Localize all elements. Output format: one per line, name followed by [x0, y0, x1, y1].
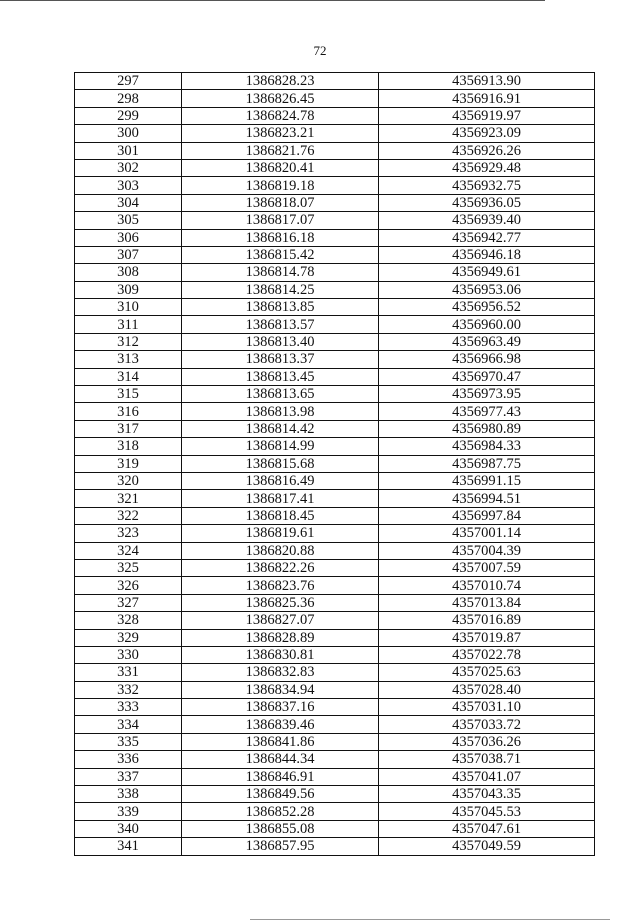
- point-number-cell: 338: [75, 786, 182, 803]
- x-coordinate-cell: 1386837.16: [182, 699, 379, 716]
- table-row: [75, 472, 595, 489]
- point-number-cell: 302: [75, 159, 182, 176]
- table-row: [75, 212, 595, 229]
- x-coordinate-cell: 1386817.41: [182, 490, 379, 507]
- point-number-cell: 316: [75, 403, 182, 420]
- x-coordinate-cell: 1386819.61: [182, 525, 379, 542]
- y-coordinate-cell: 4356946.18: [379, 246, 595, 263]
- point-number-cell: 321: [75, 490, 182, 507]
- x-coordinate-cell: 1386813.57: [182, 316, 379, 333]
- point-number-cell: 297: [75, 73, 182, 90]
- point-number-cell: 319: [75, 455, 182, 472]
- point-number-cell: 314: [75, 368, 182, 385]
- point-number-cell: 320: [75, 472, 182, 489]
- table-row: [75, 229, 595, 246]
- point-number-cell: 333: [75, 699, 182, 716]
- point-number-cell: 339: [75, 803, 182, 820]
- point-number-cell: 324: [75, 542, 182, 559]
- table-row: [75, 73, 595, 90]
- table-row: [75, 351, 595, 368]
- y-coordinate-cell: 4357047.61: [379, 820, 595, 837]
- table-row: [75, 820, 595, 837]
- y-coordinate-cell: 4356977.43: [379, 403, 595, 420]
- table-row: [75, 142, 595, 159]
- x-coordinate-cell: 1386824.78: [182, 107, 379, 124]
- point-number-cell: 301: [75, 142, 182, 159]
- y-coordinate-cell: 4356991.15: [379, 472, 595, 489]
- y-coordinate-cell: 4356926.26: [379, 142, 595, 159]
- point-number-cell: 300: [75, 125, 182, 142]
- x-coordinate-cell: 1386816.18: [182, 229, 379, 246]
- table-row: [75, 664, 595, 681]
- table-row: [75, 716, 595, 733]
- y-coordinate-cell: 4356994.51: [379, 490, 595, 507]
- coordinates-table: [74, 72, 595, 856]
- point-number-cell: 305: [75, 212, 182, 229]
- x-coordinate-cell: 1386855.08: [182, 820, 379, 837]
- point-number-cell: 318: [75, 438, 182, 455]
- point-number-cell: 329: [75, 629, 182, 646]
- table-row: [75, 751, 595, 768]
- x-coordinate-cell: 1386827.07: [182, 612, 379, 629]
- x-coordinate-cell: 1386844.34: [182, 751, 379, 768]
- table-row: [75, 577, 595, 594]
- table-row: [75, 264, 595, 281]
- table-row: [75, 333, 595, 350]
- x-coordinate-cell: 1386849.56: [182, 786, 379, 803]
- table-row: [75, 612, 595, 629]
- y-coordinate-cell: 4356970.47: [379, 368, 595, 385]
- table-row: [75, 559, 595, 576]
- x-coordinate-cell: 1386823.76: [182, 577, 379, 594]
- point-number-cell: 335: [75, 733, 182, 750]
- point-number-cell: 317: [75, 420, 182, 437]
- x-coordinate-cell: 1386822.26: [182, 559, 379, 576]
- y-coordinate-cell: 4357038.71: [379, 751, 595, 768]
- x-coordinate-cell: 1386841.86: [182, 733, 379, 750]
- y-coordinate-cell: 4356980.89: [379, 420, 595, 437]
- y-coordinate-cell: 4357045.53: [379, 803, 595, 820]
- y-coordinate-cell: 4357004.39: [379, 542, 595, 559]
- y-coordinate-cell: 4357016.89: [379, 612, 595, 629]
- x-coordinate-cell: 1386815.68: [182, 455, 379, 472]
- y-coordinate-cell: 4356997.84: [379, 507, 595, 524]
- x-coordinate-cell: 1386823.21: [182, 125, 379, 142]
- point-number-cell: 327: [75, 594, 182, 611]
- table-row: [75, 194, 595, 211]
- y-coordinate-cell: 4357031.10: [379, 699, 595, 716]
- x-coordinate-cell: 1386814.25: [182, 281, 379, 298]
- table-row: [75, 125, 595, 142]
- x-coordinate-cell: 1386834.94: [182, 681, 379, 698]
- table-row: [75, 786, 595, 803]
- point-number-cell: 337: [75, 768, 182, 785]
- table-row: [75, 594, 595, 611]
- y-coordinate-cell: 4357007.59: [379, 559, 595, 576]
- point-number-cell: 311: [75, 316, 182, 333]
- y-coordinate-cell: 4356929.48: [379, 159, 595, 176]
- top-rule: [0, 0, 545, 1]
- point-number-cell: 334: [75, 716, 182, 733]
- point-number-cell: 322: [75, 507, 182, 524]
- point-number-cell: 313: [75, 351, 182, 368]
- x-coordinate-cell: 1386826.45: [182, 90, 379, 107]
- point-number-cell: 298: [75, 90, 182, 107]
- point-number-cell: 326: [75, 577, 182, 594]
- table-row: [75, 420, 595, 437]
- x-coordinate-cell: 1386820.88: [182, 542, 379, 559]
- point-number-cell: 308: [75, 264, 182, 281]
- y-coordinate-cell: 4356956.52: [379, 299, 595, 316]
- page-number: 72: [313, 43, 327, 58]
- point-number-cell: 304: [75, 194, 182, 211]
- y-coordinate-cell: 4356942.77: [379, 229, 595, 246]
- point-number-cell: 323: [75, 525, 182, 542]
- y-coordinate-cell: 4356923.09: [379, 125, 595, 142]
- table-row: [75, 90, 595, 107]
- point-number-cell: 303: [75, 177, 182, 194]
- x-coordinate-cell: 1386815.42: [182, 246, 379, 263]
- point-number-cell: 341: [75, 838, 182, 855]
- x-coordinate-cell: 1386828.23: [182, 73, 379, 90]
- y-coordinate-cell: 4356913.90: [379, 73, 595, 90]
- point-number-cell: 340: [75, 820, 182, 837]
- x-coordinate-cell: 1386813.37: [182, 351, 379, 368]
- y-coordinate-cell: 4357036.26: [379, 733, 595, 750]
- table-row: [75, 455, 595, 472]
- y-coordinate-cell: 4356932.75: [379, 177, 595, 194]
- table-row: [75, 768, 595, 785]
- y-coordinate-cell: 4356939.40: [379, 212, 595, 229]
- x-coordinate-cell: 1386814.99: [182, 438, 379, 455]
- x-coordinate-cell: 1386813.65: [182, 386, 379, 403]
- x-coordinate-cell: 1386813.45: [182, 368, 379, 385]
- y-coordinate-cell: 4356953.06: [379, 281, 595, 298]
- table-row: [75, 159, 595, 176]
- x-coordinate-cell: 1386852.28: [182, 803, 379, 820]
- point-number-cell: 312: [75, 333, 182, 350]
- x-coordinate-cell: 1386818.45: [182, 507, 379, 524]
- table-row: [75, 107, 595, 124]
- y-coordinate-cell: 4356963.49: [379, 333, 595, 350]
- x-coordinate-cell: 1386813.98: [182, 403, 379, 420]
- table-row: [75, 733, 595, 750]
- point-number-cell: 330: [75, 646, 182, 663]
- y-coordinate-cell: 4357049.59: [379, 838, 595, 855]
- y-coordinate-cell: 4357013.84: [379, 594, 595, 611]
- y-coordinate-cell: 4357041.07: [379, 768, 595, 785]
- x-coordinate-cell: 1386830.81: [182, 646, 379, 663]
- x-coordinate-cell: 1386818.07: [182, 194, 379, 211]
- y-coordinate-cell: 4356916.91: [379, 90, 595, 107]
- y-coordinate-cell: 4357001.14: [379, 525, 595, 542]
- x-coordinate-cell: 1386814.42: [182, 420, 379, 437]
- y-coordinate-cell: 4357022.78: [379, 646, 595, 663]
- y-coordinate-cell: 4357025.63: [379, 664, 595, 681]
- x-coordinate-cell: 1386813.40: [182, 333, 379, 350]
- x-coordinate-cell: 1386820.41: [182, 159, 379, 176]
- y-coordinate-cell: 4357033.72: [379, 716, 595, 733]
- table-row: [75, 681, 595, 698]
- point-number-cell: 299: [75, 107, 182, 124]
- table-row: [75, 299, 595, 316]
- point-number-cell: 328: [75, 612, 182, 629]
- y-coordinate-cell: 4356960.00: [379, 316, 595, 333]
- x-coordinate-cell: 1386846.91: [182, 768, 379, 785]
- y-coordinate-cell: 4356987.75: [379, 455, 595, 472]
- point-number-cell: 307: [75, 246, 182, 263]
- point-number-cell: 306: [75, 229, 182, 246]
- point-number-cell: 332: [75, 681, 182, 698]
- table-row: [75, 699, 595, 716]
- point-number-cell: 325: [75, 559, 182, 576]
- point-number-cell: 315: [75, 386, 182, 403]
- table-row: [75, 386, 595, 403]
- table-row: [75, 646, 595, 663]
- table-row: [75, 281, 595, 298]
- table-row: [75, 629, 595, 646]
- point-number-cell: 310: [75, 299, 182, 316]
- x-coordinate-cell: 1386821.76: [182, 142, 379, 159]
- point-number-cell: 309: [75, 281, 182, 298]
- table-row: [75, 368, 595, 385]
- x-coordinate-cell: 1386832.83: [182, 664, 379, 681]
- coordinates-table-body: [75, 73, 595, 856]
- table-row: [75, 403, 595, 420]
- table-row: [75, 507, 595, 524]
- table-row: [75, 838, 595, 855]
- table-row: [75, 316, 595, 333]
- x-coordinate-cell: 1386819.18: [182, 177, 379, 194]
- x-coordinate-cell: 1386825.36: [182, 594, 379, 611]
- bottom-rule: [250, 919, 610, 920]
- x-coordinate-cell: 1386817.07: [182, 212, 379, 229]
- y-coordinate-cell: 4356919.97: [379, 107, 595, 124]
- y-coordinate-cell: 4357019.87: [379, 629, 595, 646]
- y-coordinate-cell: 4356973.95: [379, 386, 595, 403]
- point-number-cell: 331: [75, 664, 182, 681]
- x-coordinate-cell: 1386857.95: [182, 838, 379, 855]
- y-coordinate-cell: 4357010.74: [379, 577, 595, 594]
- table-row: [75, 490, 595, 507]
- y-coordinate-cell: 4357043.35: [379, 786, 595, 803]
- y-coordinate-cell: 4357028.40: [379, 681, 595, 698]
- x-coordinate-cell: 1386814.78: [182, 264, 379, 281]
- point-number-cell: 336: [75, 751, 182, 768]
- x-coordinate-cell: 1386828.89: [182, 629, 379, 646]
- x-coordinate-cell: 1386813.85: [182, 299, 379, 316]
- table-row: [75, 246, 595, 263]
- y-coordinate-cell: 4356984.33: [379, 438, 595, 455]
- x-coordinate-cell: 1386816.49: [182, 472, 379, 489]
- table-row: [75, 525, 595, 542]
- x-coordinate-cell: 1386839.46: [182, 716, 379, 733]
- table-row: [75, 438, 595, 455]
- y-coordinate-cell: 4356966.98: [379, 351, 595, 368]
- table-row: [75, 542, 595, 559]
- table-row: [75, 177, 595, 194]
- table-row: [75, 803, 595, 820]
- y-coordinate-cell: 4356936.05: [379, 194, 595, 211]
- y-coordinate-cell: 4356949.61: [379, 264, 595, 281]
